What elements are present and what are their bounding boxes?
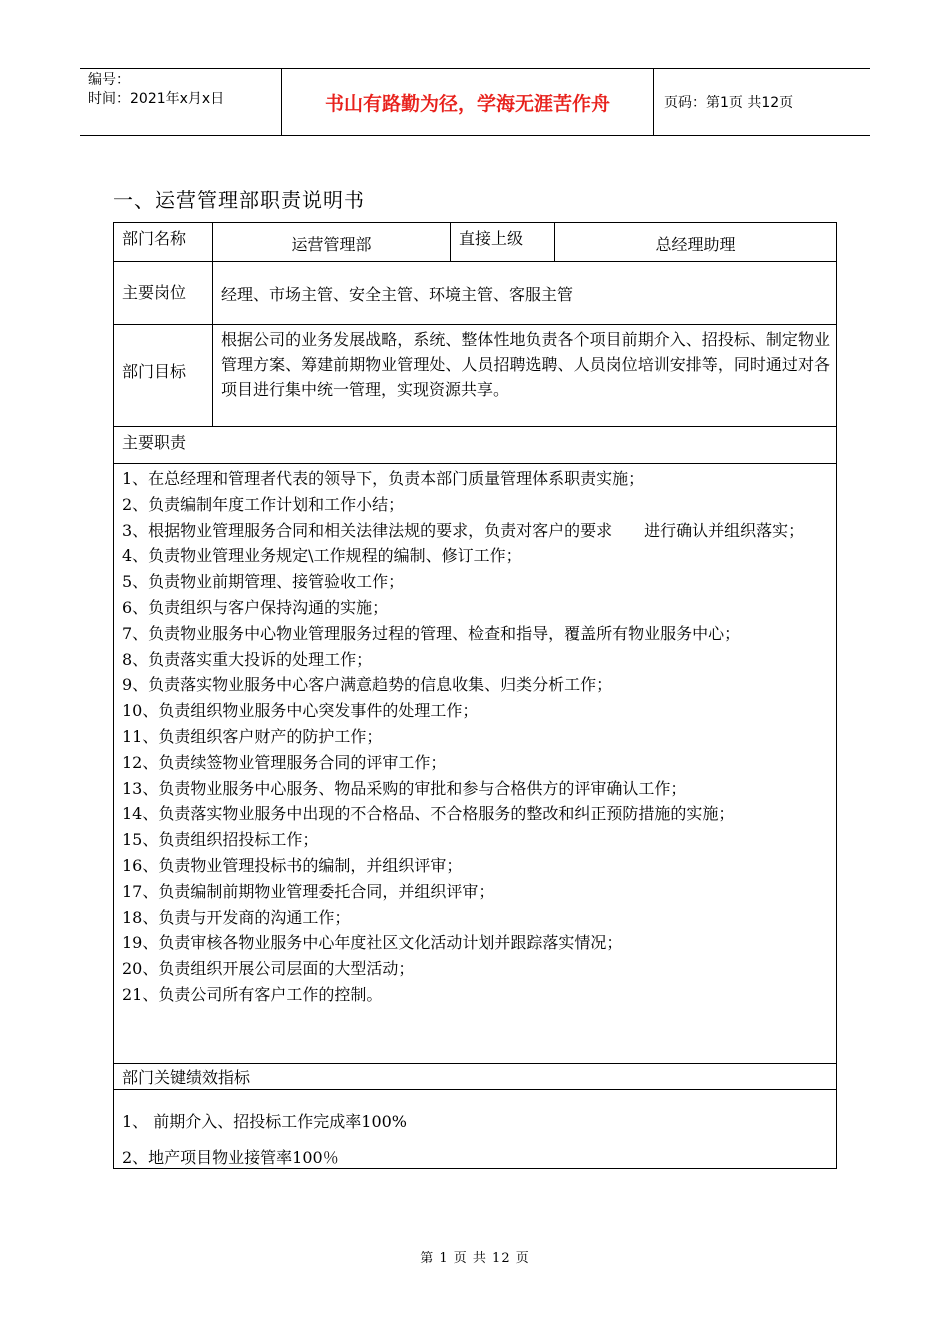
table-row xyxy=(114,1090,836,1168)
page-header xyxy=(80,68,870,136)
list-item: 4、负责物业管理业务规定\工作规程的编制、修订工作； xyxy=(122,546,522,566)
positions-value: 经理、市场主管、安全主管、环境主管、客服主管 xyxy=(221,285,574,304)
list-item: 9、负责落实物业服务中心客户满意趋势的信息收集、归类分析工作； xyxy=(122,675,613,695)
superior-label: 直接上级 xyxy=(451,223,555,261)
list-item: 6、负责组织与客户保持沟通的实施； xyxy=(122,597,389,617)
table-row xyxy=(114,464,836,1064)
header-motto: 书山有路勤为径，学海无涯苦作舟 xyxy=(282,69,654,135)
list-item: 16、负责物业管理投标书的编制，并组织评审； xyxy=(122,855,463,875)
date-label: 时间：2021年x月x日 xyxy=(88,91,225,107)
table-row xyxy=(114,223,836,262)
list-item: 1、在总经理和管理者代表的领导下，负责本部门质量管理体系职责实施； xyxy=(122,469,645,488)
list-item: 8、负责落实重大投诉的处理工作； xyxy=(122,649,373,669)
list-item: 10、负责组织物业服务中心突发事件的处理工作； xyxy=(122,701,479,721)
responsibility-table xyxy=(113,222,837,1169)
list-item: 12、负责续签物业管理服务合同的评审工作； xyxy=(122,752,447,772)
list-item: 20、负责组织开展公司层面的大型活动； xyxy=(122,959,415,979)
header-page-info: 页码：第1页 共12页 xyxy=(664,95,794,111)
dept-name-label: 部门名称 xyxy=(114,223,213,261)
superior-value: 总经理助理 xyxy=(655,235,736,254)
duties-label: 主要职责 xyxy=(122,433,187,452)
goal-value: 根据公司的业务发展战略，系统、整体性地负责各个项目前期介入、招投标、制定物业管理方案、筹建前期物业管理处、人员招聘选聘、人员岗位培训安排等，同时通过对各项目进行集中统一管理，实现资源共享。 xyxy=(221,330,830,399)
goal-label: 部门目标 xyxy=(114,325,213,426)
table-row xyxy=(114,262,836,325)
page-footer: 第 1 页 共 12 页 xyxy=(420,1251,530,1266)
duties-list xyxy=(114,464,836,1063)
section-title: 一、运营管理部职责说明书 xyxy=(113,188,365,212)
list-item: 7、负责物业服务中心物业管理服务过程的管理、检查和指导，覆盖所有物业服务中心； xyxy=(122,623,741,643)
list-item: 21、负责公司所有客户工作的控制。 xyxy=(122,984,383,1004)
kpi-label: 部门关键绩效指标 xyxy=(122,1068,251,1087)
list-item: 2、地产项目物业接管率100％ xyxy=(122,1148,339,1167)
number-label: 编号： xyxy=(88,72,130,88)
list-item: 1、 前期介入、招投标工作完成率100% xyxy=(122,1112,408,1131)
list-item: 14、负责落实物业服务中出现的不合格品、不合格服务的整改和纠正预防措施的实施； xyxy=(122,804,735,824)
list-item: 17、负责编制前期物业管理委托合同，并组织评审； xyxy=(122,881,495,901)
dept-name-value: 运营管理部 xyxy=(213,223,451,261)
header-meta xyxy=(80,69,282,135)
list-item: 3、根据物业管理服务合同和相关法律法规的要求，负责对客户的要求 进行确认并组织落实； xyxy=(122,520,805,540)
list-item: 19、负责审核各物业服务中心年度社区文化活动计划并跟踪落实情况； xyxy=(122,933,623,953)
positions-label: 主要岗位 xyxy=(114,262,213,324)
list-item: 15、负责组织招投标工作； xyxy=(122,830,319,850)
table-row xyxy=(114,427,836,464)
list-item: 18、负责与开发商的沟通工作； xyxy=(122,907,351,927)
list-item: 11、负责组织客户财产的防护工作； xyxy=(122,726,383,746)
list-item: 2、负责编制年度工作计划和工作小结； xyxy=(122,494,405,514)
list-item: 5、负责物业前期管理、接管验收工作； xyxy=(122,572,405,592)
table-row xyxy=(114,1064,836,1090)
kpi-list xyxy=(114,1090,836,1168)
table-row xyxy=(114,325,836,427)
list-item: 13、负责物业服务中心服务、物品采购的审批和参与合格供方的评审确认工作； xyxy=(122,778,687,798)
